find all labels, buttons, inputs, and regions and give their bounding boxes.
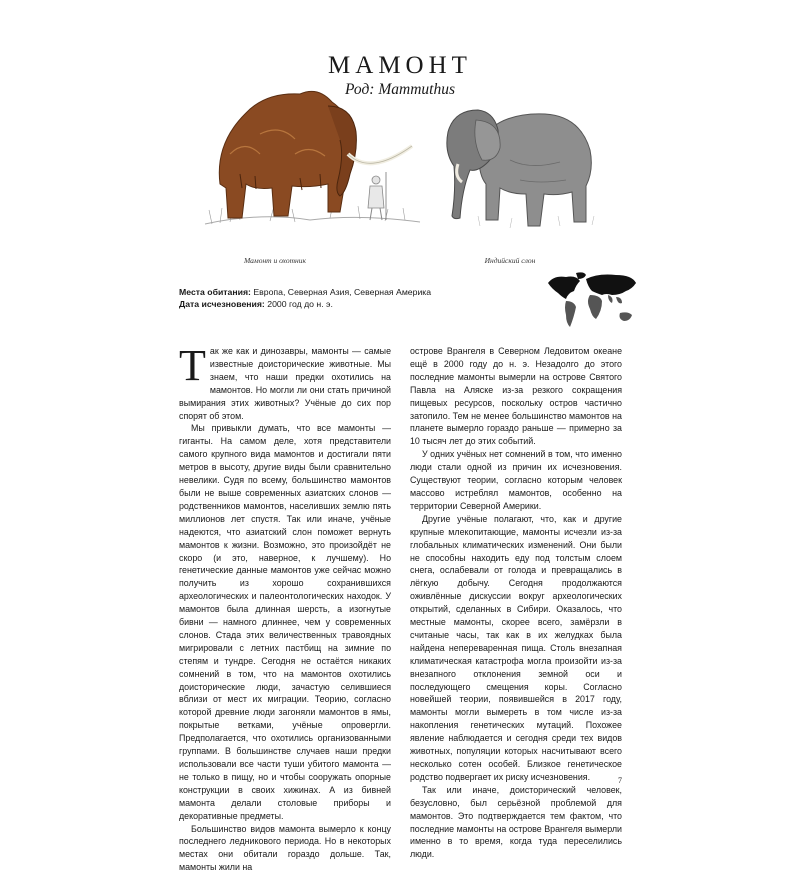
paragraph: Мы привыкли думать, что все мамонты — гиганты. На самом деле, хотя представители самого крупного вида мамонтов и достигали пяти метров в высоту, другие виды были сравнительно невелики. Судя по всему, большинство мамонтов были не выше современных азиатских слонов — родственников мамонтов, населивших землю пять миллионов лет спустя. Так или иначе, учёные надеются, что азиатский слон поможет вернуть мамонтов к жизни. Возможно, это произойдёт не скоро (и это, наверное, к лучшему). Но генетические данные мамонтов уже сейчас можно получить из хорошо сохранившихся археологических и палеонтологических находок. У мамонтов была длинная шерсть, а изогнутые бивни — намного длиннее, чем у современных слонов. Стада этих величественных травоядных мигрировали с летних пастбищ на зимние по степям и тундре. Сегодня не остаётся никаких сомнений в том, что на мамонтов охотились доисторические люди, зачастую селившиеся вблизи от мест их миграции. Теорию, согласно которой древние люди загоняли мамонтов в ямы, покрытые ветками, учёные опровергли. Предполагается, что охотились организованными группами. В большинстве случаев наши предки использовали все части туши убитого мамонта — не только в пищу, но и чтобы сооружать опорные конструкции в своих хижинах. А из бивней мамонта делали столовые приборы и декоративные предметы. — [179, 423, 391, 821]
paragraph: У одних учёных нет сомнений в том, что именно люди стали одной из причин их исчезновения. Существуют теории, согласно которым человек массово истреблял мамонтов, особенно на территории Северной Америки. — [410, 449, 622, 511]
paragraph: Другие учёные полагают, что, как и другие крупные млекопитающие, мамонты исчезли из-за глобальных климатических изменений. Они были не способны находить еду под толстым слоем снега, ослабевали от голода и превращались в лёгкую добычу. Сегодня продолжаются оживлённые дискуссии вокруг археологических открытий, сделанных в Сибири. Оказалось, что местные мамонты, скорее всего, замёрзли в считаные часы, так как в их желудках была найдена непереваренная пища. Столь внезапная климатическая катастрофа могла произойти из-за внезапного отклонения земной оси и последующего смещения коры. Согласно новейшей теории, появившейся в 2017 году, мамонты могли вымереть в том числе из-за накопления генетических мутаций. Похожее явление наблюдается и сегодня среди тех видов животных, популяции которых насчитывают всего несколько сотен особей. Близкое генетическое родство подвергает их риску исчезновения. — [410, 513, 622, 782]
page-number: 7 — [618, 776, 622, 785]
text-column-right — [410, 345, 622, 861]
elephant-caption: Индийский слон — [484, 256, 536, 265]
drop-cap: Т — [179, 341, 206, 390]
hunter-figure — [368, 172, 386, 220]
paragraph: Так же как и динозавры, мамонты — самые известные доисторические животные. Мы знаем, что наши предки охотились на мамонтов. Но могли ли они стать причиной вымирания этих животных? Учёные до сих пор спорят об этом. — [179, 341, 391, 421]
extinction-row — [179, 298, 431, 310]
paragraph: острове Врангеля в Северном Ледовитом океане ещё в 2000 году до н. э. Незадолго до этого последние мамонты вымерли на острове Святого Павла на Аляске из-за резкого сокращения пищевых ресурсов, поскольку остров частично затопило. Тем не менее большинство мамонтов на планете вымерло гораздо раньше — примерно за 10 тысяч лет до этих событий. — [410, 346, 622, 447]
page-title: МАМОНТ — [328, 52, 472, 79]
extinction-label: Дата исчезновения: — [179, 299, 265, 310]
paragraph: Большинство видов мамонта вымерло к концу последнего ледникового периода. Но в некоторых местах они обитали гораздо дольше. Так, мамонты жили на — [179, 823, 391, 873]
world-map-icon — [546, 271, 638, 333]
habitat-value: Европа, Северная Азия, Северная Америка — [253, 287, 432, 297]
paragraph: Так или иначе, доисторический человек, безусловно, был серьёзной проблемой для мамонтов. Это подтверждается тем фактом, что последние мамонты на острове Врангеля вымерли именно в то время, когда туда переселились люди. — [410, 784, 622, 860]
genus-subtitle: Род: Mammuthus — [345, 81, 455, 98]
habitat-label: Места обитания: — [179, 287, 251, 297]
facts-block — [179, 286, 431, 310]
text-column-left — [179, 341, 391, 874]
mammoth-caption: Мамонт и охотник — [244, 256, 306, 265]
habitat-row — [179, 286, 431, 298]
extinction-value: 2000 год до н. э. — [267, 299, 333, 310]
mammoth-hunter-illustration — [200, 84, 425, 244]
indian-elephant-illustration — [440, 100, 600, 235]
